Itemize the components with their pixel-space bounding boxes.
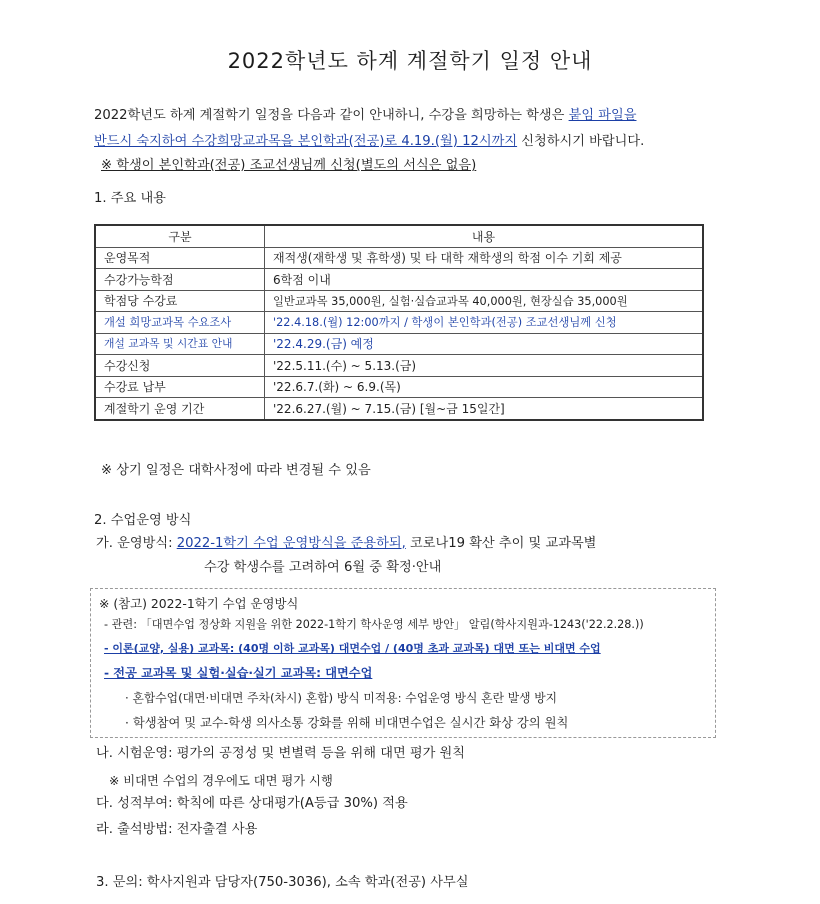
row-label: 수강료 납부 [95,376,265,398]
section2-heading: 2. 수업운영 방식 [94,513,192,528]
row-label: 학점당 수강료 [95,290,265,312]
row-content: 6학점 이내 [265,269,704,291]
page-title: 2022학년도 하계 계절학기 일정 안내 [227,49,593,73]
section1-heading: 1. 주요 내용 [94,191,166,206]
row-label: 계절학기 운영 기간 [95,398,265,420]
row-content: 재적생(재학생 및 휴학생) 및 타 대학 재학생의 학점 이수 기회 제공 [265,247,704,269]
exam-operation: 나. 시험운영: 평가의 공정성 및 변별력 등을 위해 대면 평가 원칙 [96,746,466,761]
intro-line-1-text: 2022학년도 하계 계절학기 일정을 다음과 같이 안내하니, 수강을 희망하는 학생은 [94,108,569,123]
intro-line-1 [94,107,636,125]
row-label: 운영목적 [95,247,265,269]
row-content: '22.6.27.(월) ~ 7.15.(금) [월~금 15일간] [265,398,704,420]
reference-related: - 관련: 「대면수업 정상화 지원을 위한 2022-1학기 학사운영 세부 방안」 알림(학사지원과-1243('22.2.28.)) [104,618,644,631]
schedule-note: ※ 상기 일정은 대학사정에 따라 변경될 수 있음 [101,463,371,478]
reference-theory: - 이론(교양, 실용) 교과목: (40명 이하 교과목) 대면수업 / (40명 초과 교과목) 대면 또는 비대면 수업 [104,642,601,655]
reference-realtime: · 학생참여 및 교수-학생 의사소통 강화를 위해 비대면수업은 실시간 화상 강의 원칙 [125,716,569,730]
operation-method-text: 코로나19 확산 추이 및 교과목별 [405,536,597,551]
row-content: '22.4.18.(월) 12:00까지 / 학생이 본인학과(전공) 조교선생님께 신청 [265,312,704,334]
intro-line-2 [94,133,644,151]
deadline-text: 반드시 숙지하여 수강희망교과목을 본인학과(전공)로 4.19.(월) 12시까지 [94,134,518,149]
reference-mixed: · 혼합수업(대면·비대면 주차(차시) 혼합) 방식 미적용: 수업운영 방식 혼란 발생 방지 [125,691,558,705]
grading: 다. 성적부여: 학칙에 따른 상대평가(A등급 30%) 적용 [96,796,408,811]
row-label: 수강신청 [95,355,265,377]
row-content: '22.5.11.(수) ~ 5.13.(금) [265,355,704,377]
row-content: '22.6.7.(화) ~ 6.9.(목) [265,376,704,398]
row-content: '22.4.29.(금) 예정 [265,333,704,355]
header-content: 내용 [265,225,704,247]
operation-method-label: 가. 운영방식: [96,536,177,551]
intro-note: ※ 학생이 본인학과(전공) 조교선생님께 신청(별도의 서식은 없음) [101,158,477,173]
exam-note: ※ 비대면 수업의 경우에도 대면 평가 시행 [109,774,333,788]
table-row [95,398,703,420]
table-row [95,269,703,291]
attachment-link[interactable]: 붙임 파일을 [568,108,637,123]
table-header-row [95,225,703,247]
table-row [95,333,703,355]
row-label: 개설 교과목 및 시간표 안내 [95,333,265,355]
operation-method [96,535,596,553]
reference-title: ※ (참고) 2022-1학기 수업 운영방식 [99,596,299,611]
reference-major: - 전공 교과목 및 실험·실습·실기 교과목: 대면수업 [104,666,373,680]
table-row [95,355,703,377]
contact-info: 3. 문의: 학사지원과 담당자(750-3036), 소속 학과(전공) 사무실 [96,875,469,890]
row-content: 일반교과목 35,000원, 실험·실습교과목 40,000원, 현장실습 35,000원 [265,290,704,312]
table-row [95,376,703,398]
table-row [95,247,703,269]
row-label: 개설 희망교과목 수요조사 [95,312,265,334]
table-row [95,312,703,334]
row-label: 수강가능학점 [95,269,265,291]
operation-method-line-2: 수강 학생수를 고려하여 6월 중 확정·안내 [204,560,442,575]
attendance: 라. 출석방법: 전자출결 사용 [96,822,258,837]
operation-method-link[interactable]: 2022-1학기 수업 운영방식을 준용하되, [176,536,406,551]
header-category: 구분 [95,225,265,247]
intro-line-2-text: 신청하시기 바랍니다. [517,134,645,149]
table-row [95,290,703,312]
schedule-table [94,224,704,421]
